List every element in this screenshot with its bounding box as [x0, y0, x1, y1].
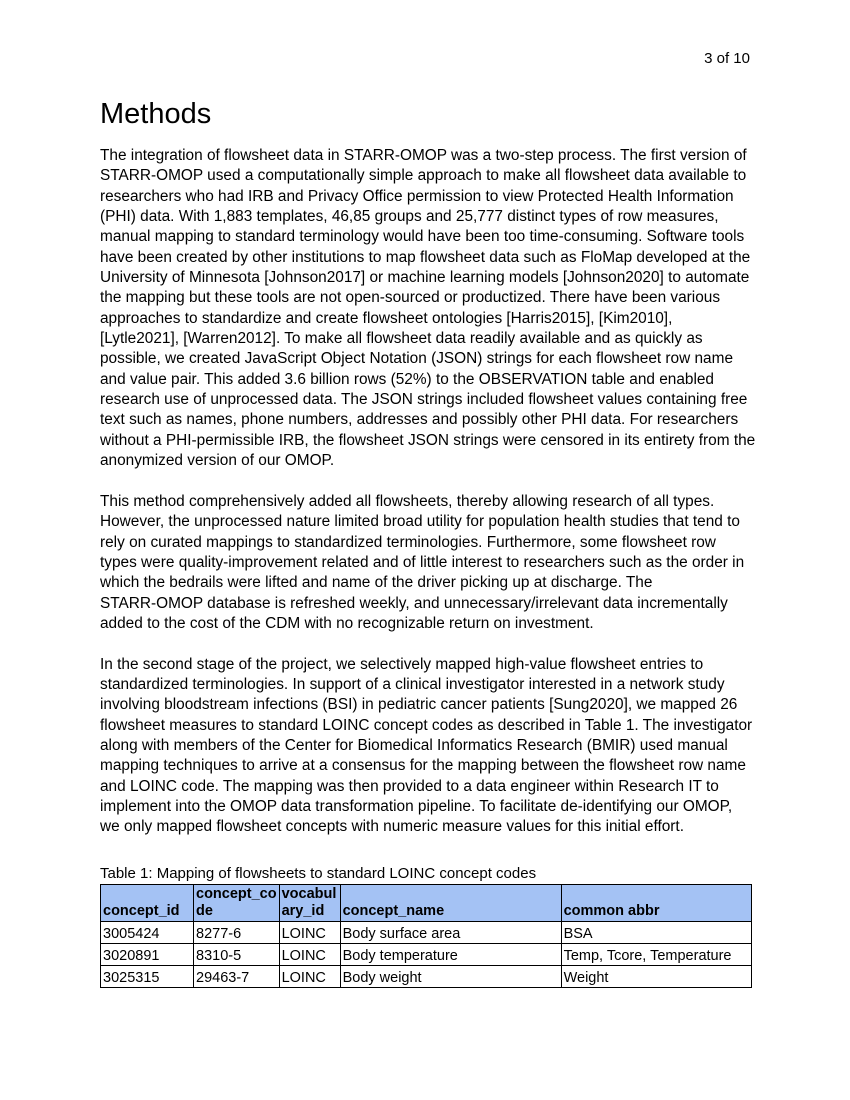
text-line: rely on curated mappings to standardized terminologies. Furthermore, some flowsheet row — [100, 533, 716, 551]
table-cell: 3025315 — [101, 966, 194, 988]
page-number: 3 of 10 — [704, 50, 750, 67]
paragraph — [100, 655, 760, 838]
text-line: have been created by other institutions to map flowsheet data such as FloMap developed at the — [100, 248, 751, 266]
text-line: STARR-OMOP used a computationally simple approach to make all flowsheet data available to — [100, 167, 747, 185]
table-row — [101, 922, 752, 944]
table-cell: 8310-5 — [194, 944, 280, 966]
column-header — [279, 885, 340, 922]
column-header-text: ary_id — [281, 903, 325, 919]
text-line: we only mapped flowsheet concepts with numeric measure values for this initial effort. — [100, 818, 684, 836]
table-cell: 3005424 — [101, 922, 194, 944]
column-header-text: de — [196, 903, 213, 919]
table-cell: Body surface area — [340, 922, 561, 944]
table-cell: 8277-6 — [194, 922, 280, 944]
column-header-text: common abbr — [563, 903, 660, 919]
column-header — [340, 885, 561, 922]
column-header — [101, 885, 194, 922]
column-header — [561, 885, 751, 922]
table-cell: 29463-7 — [194, 966, 280, 988]
table-cell: LOINC — [279, 944, 340, 966]
table-cell: 3020891 — [101, 944, 194, 966]
paragraph — [100, 146, 760, 472]
text-line: approaches to standardize and create flowsheet ontologies [Harris2015], [Kim2010], — [100, 309, 673, 327]
text-line: added to the cost of the CDM with no recognizable return on investment. — [100, 614, 594, 632]
text-line: mapping techniques to arrive at a consensus for the mapping between the flowsheet row name — [100, 757, 746, 775]
table-row — [101, 944, 752, 966]
table-header-row — [101, 885, 752, 922]
text-line: and LOINC code. The mapping was then provided to a data engineer within Research IT to — [100, 777, 719, 795]
text-line: [Lytle2021], [Warren2012]. To make all flowsheet data readily available and as quickly as — [100, 330, 703, 348]
table-cell: Temp, Tcore, Temperature — [561, 944, 751, 966]
text-line: research use of unprocessed data. The JSON strings included flowsheet values containing free — [100, 391, 748, 409]
table-cell: Weight — [561, 966, 751, 988]
text-line: However, the unprocessed nature limited broad utility for population health studies that tend to — [100, 513, 740, 531]
text-line: STARR-OMOP database is refreshed weekly, and unnecessary/irrelevant data incrementally — [100, 594, 728, 612]
column-header-text: concept_name — [342, 903, 445, 919]
text-line: flowsheet measures to standard LOINC concept codes as described in Table 1. The investigator — [100, 716, 753, 734]
column-header — [194, 885, 280, 922]
table-row — [101, 966, 752, 988]
table-cell: LOINC — [279, 922, 340, 944]
text-line: This method comprehensively added all flowsheets, thereby allowing research of all types. — [100, 492, 715, 510]
paragraph — [100, 492, 760, 634]
text-line: University of Minnesota [Johnson2017] or machine learning models [Johnson2020] to automate — [100, 269, 750, 287]
table-cell: Body temperature — [340, 944, 561, 966]
text-line: In the second stage of the project, we selectively mapped high-value flowsheet entries to — [100, 655, 704, 673]
table-caption: Table 1: Mapping of flowsheets to standard LOINC concept codes — [100, 865, 537, 882]
body-text — [100, 146, 760, 858]
text-line: The integration of flowsheet data in STARR-OMOP was a two-step process. The first version of — [100, 147, 747, 164]
section-heading: Methods — [100, 98, 212, 130]
text-line: which the bedrails were lifted and name of the driver picking up at discharge. The — [100, 574, 653, 592]
text-line: types were quality-improvement related and of little interest to researchers such as the order in — [100, 553, 745, 571]
table-cell: BSA — [561, 922, 751, 944]
text-line: without a PHI-permissible IRB, the flowsheet JSON strings were censored in its entirety from the — [100, 431, 756, 449]
text-line: researchers who had IRB and Privacy Office permission to view Protected Health Information — [100, 187, 734, 205]
table-cell: Body weight — [340, 966, 561, 988]
text-line: along with members of the Center for Biomedical Informatics Research (BMIR) used manual — [100, 736, 728, 754]
text-line: manual mapping to standard terminology would have been too time-consuming. Software tools — [100, 228, 745, 246]
column-header-text: concept_id — [103, 903, 180, 919]
text-line: and value pair. This added 3.6 billion rows (52%) to the OBSERVATION table and enabled — [100, 370, 714, 388]
table-cell: LOINC — [279, 966, 340, 988]
text-line: possible, we created JavaScript Object Notation (JSON) strings for each flowsheet row name — [100, 350, 734, 368]
column-header-text: vocabul — [281, 886, 337, 902]
text-line: text such as names, phone numbers, addresses and possibly other PHI data. For researchers — [100, 411, 739, 429]
text-line: standardized terminologies. In support of a clinical investigator interested in a network study — [100, 675, 725, 693]
text-line: the mapping but these tools are not open-sourced or productized. There have been various — [100, 289, 721, 307]
text-line: anonymized version of our OMOP. — [100, 452, 335, 470]
text-line: involving bloodstream infections (BSI) in pediatric cancer patients [Sung2020], we mapped 26 — [100, 696, 738, 714]
text-line: implement into the OMOP data transformation pipeline. To facilitate de-identifying our OMOP, — [100, 798, 733, 815]
loinc-mapping-table — [100, 884, 752, 988]
text-line: (PHI) data. With 1,883 templates, 46,85 groups and 25,777 distinct types of row measures, — [100, 208, 719, 226]
column-header-text: concept_co — [196, 886, 277, 902]
